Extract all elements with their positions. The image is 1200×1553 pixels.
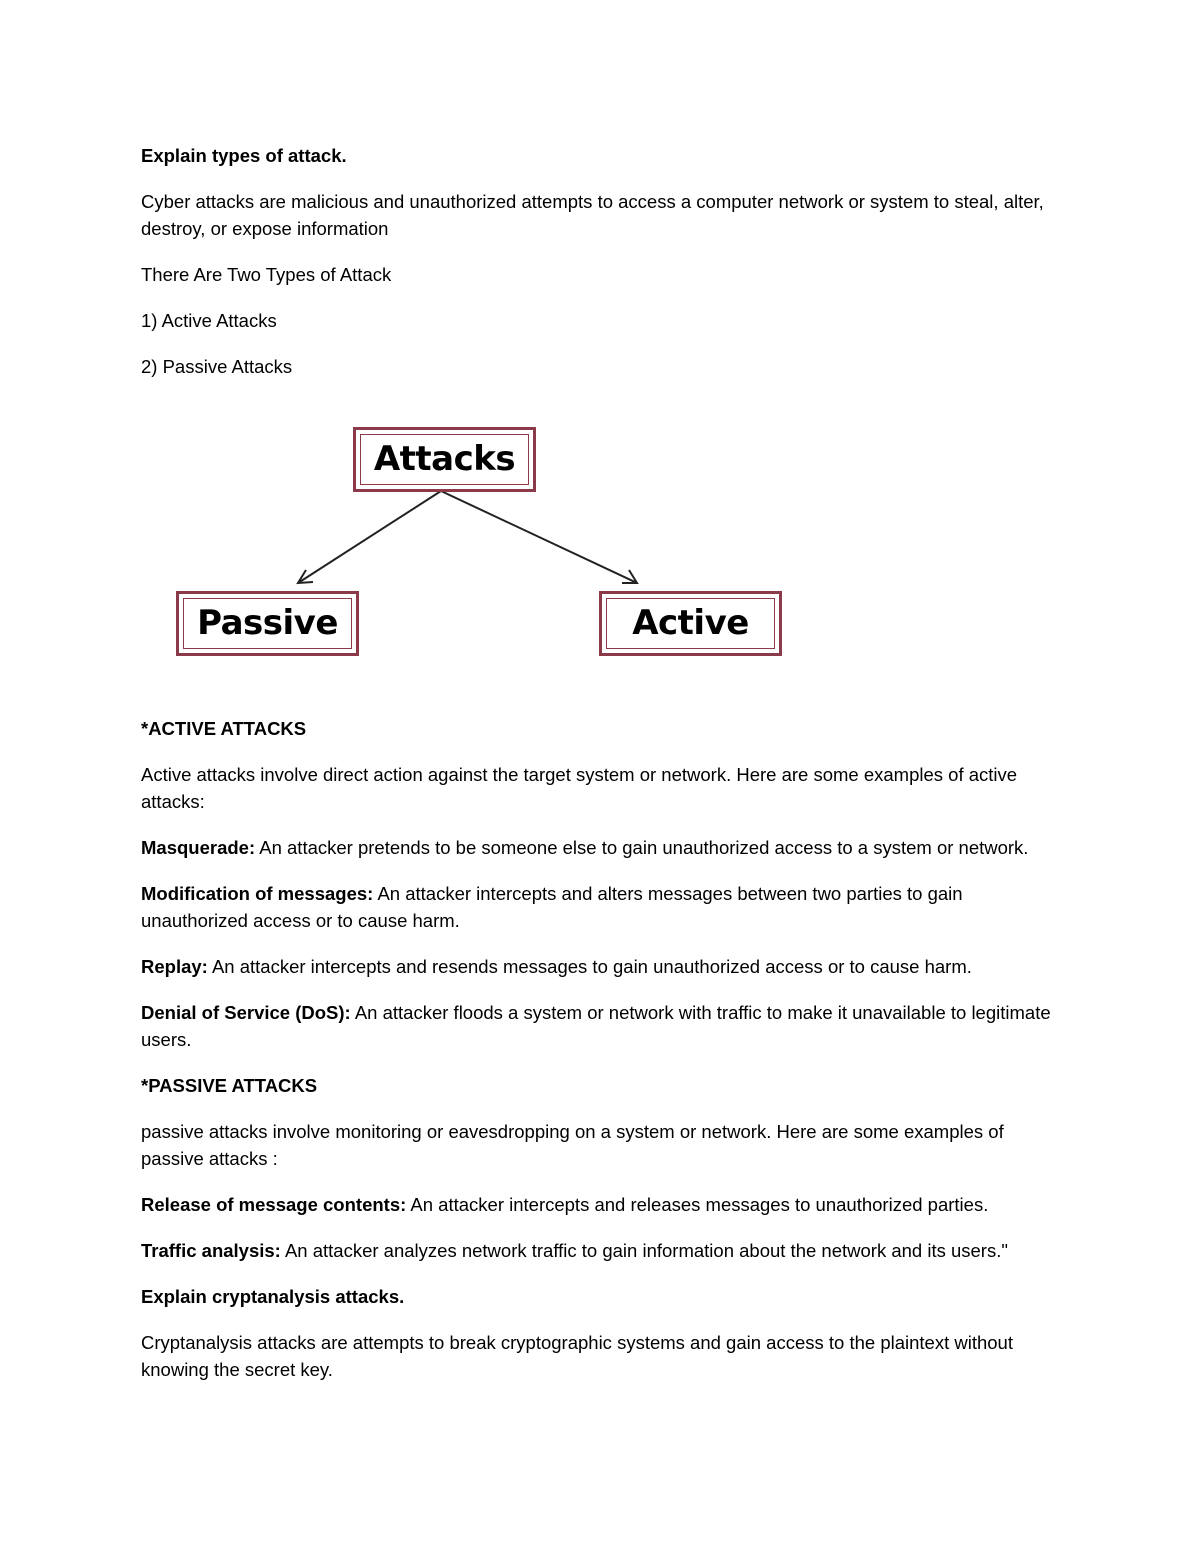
active-item-dos: Denial of Service (DoS): An attacker floods a system or network with traffic to make it unavailable to legitimate users. — [141, 1002, 1051, 1050]
intro-paragraph: Cyber attacks are malicious and unauthorized attempts to access a computer network or system to steal, alter, destroy, or expose information — [141, 191, 1044, 239]
attack-types-diagram — [141, 399, 1071, 695]
arrow-to-active — [441, 491, 637, 583]
attacks-node-label: Attacks — [373, 439, 516, 479]
active-node-label: Active — [632, 603, 749, 643]
active-item-masquerade: Masquerade: An attacker pretends to be someone else to gain unauthorized access to a system or network. — [141, 837, 1029, 858]
active-section-intro: Active attacks involve direct action against the target system or network. Here are some examples of active attacks: — [141, 764, 1018, 812]
heading-cryptanalysis: Explain cryptanalysis attacks. — [141, 1286, 405, 1307]
active-item-replay: Replay: An attacker intercepts and resends messages to gain unauthorized access or to cause harm. — [141, 956, 972, 977]
passive-item-release: Release of message contents: An attacker intercepts and releases messages to unauthorized parties. — [141, 1194, 989, 1215]
active-item-modification: Modification of messages: An attacker intercepts and alters messages between two parties to gain unauthorized access or to cause harm. — [141, 883, 963, 931]
passive-section-intro: passive attacks involve monitoring or eavesdropping on a system or network. Here are some examples of passive attacks : — [141, 1121, 1004, 1169]
types-intro: There Are Two Types of Attack — [141, 264, 392, 285]
list-item-passive: 2) Passive Attacks — [141, 356, 293, 377]
document-content — [141, 142, 1071, 1402]
passive-node-label: Passive — [197, 603, 338, 643]
passive-section-title: *PASSIVE ATTACKS — [141, 1075, 318, 1096]
active-section-title: *ACTIVE ATTACKS — [141, 718, 307, 739]
attacks-node — [353, 427, 536, 492]
cryptanalysis-paragraph: Cryptanalysis attacks are attempts to break cryptographic systems and gain access to the plaintext without knowing the secret key. — [141, 1332, 1013, 1380]
arrowhead-passive — [298, 570, 313, 583]
passive-item-traffic: Traffic analysis: An attacker analyzes network traffic to gain information about the network and its users." — [141, 1240, 1008, 1261]
arrow-to-passive — [298, 491, 441, 583]
active-node — [599, 591, 782, 656]
passive-node — [176, 591, 359, 656]
heading-types-of-attack: Explain types of attack. — [141, 145, 347, 166]
list-item-active: 1) Active Attacks — [141, 310, 277, 331]
